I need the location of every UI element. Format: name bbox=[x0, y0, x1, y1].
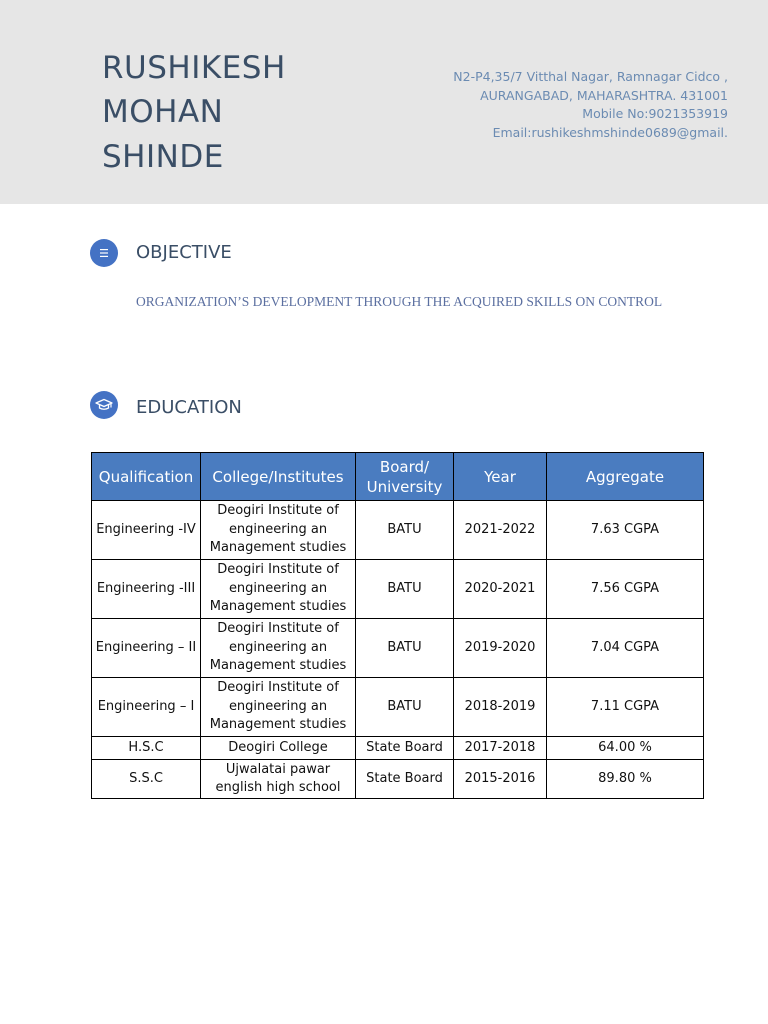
year-cell: 2015-2016 bbox=[454, 760, 547, 799]
table-row bbox=[92, 760, 704, 799]
board-cell: State Board bbox=[356, 737, 454, 760]
name-last: SHINDE bbox=[102, 139, 224, 175]
board-cell: BATU bbox=[356, 501, 454, 560]
year-cell: 2021-2022 bbox=[454, 501, 547, 560]
board-cell: BATU bbox=[356, 619, 454, 678]
board-cell: BATU bbox=[356, 678, 454, 737]
college-cell: Deogiri Institute of engineering an Management studies bbox=[201, 678, 356, 737]
qualification-cell: S.S.C bbox=[92, 760, 201, 799]
aggregate-cell: 7.04 CGPA bbox=[547, 619, 704, 678]
name-middle: MOHAN bbox=[102, 94, 224, 130]
table-row bbox=[92, 619, 704, 678]
name-first: RUSHIKESH bbox=[102, 50, 286, 86]
table-header-row bbox=[92, 453, 704, 501]
column-header-board: Board/ University bbox=[356, 453, 454, 501]
address-line-1: N2-P4,35/7 Vitthal Nagar, Ramnagar Cidco , bbox=[453, 69, 728, 84]
address-line-2: AURANGABAD, MAHARASHTRA. 431001 bbox=[480, 87, 728, 103]
objective-text: ORGANIZATION’S DEVELOPMENT THROUGH THE ACQUIRED SKILLS ON CONTROL bbox=[136, 294, 663, 309]
table-row bbox=[92, 501, 704, 560]
education-table bbox=[91, 452, 704, 799]
column-header-college: College/Institutes bbox=[201, 453, 356, 501]
board-cell: State Board bbox=[356, 760, 454, 799]
table-row bbox=[92, 737, 704, 760]
education-title: EDUCATION bbox=[136, 397, 242, 418]
qualification-cell: Engineering – II bbox=[92, 619, 201, 678]
college-cell: Deogiri Institute of engineering an Management studies bbox=[201, 560, 356, 619]
aggregate-cell: 7.56 CGPA bbox=[547, 560, 704, 619]
list-icon bbox=[90, 239, 118, 267]
column-header-aggregate: Aggregate bbox=[547, 453, 704, 501]
graduation-cap-glyph bbox=[95, 398, 113, 412]
table-row bbox=[92, 560, 704, 619]
aggregate-cell: 7.63 CGPA bbox=[547, 501, 704, 560]
college-cell: Deogiri Institute of engineering an Management studies bbox=[201, 619, 356, 678]
aggregate-cell: 89.80 % bbox=[547, 760, 704, 799]
aggregate-cell: 64.00 % bbox=[547, 737, 704, 760]
qualification-cell: Engineering -IV bbox=[92, 501, 201, 560]
objective-title: OBJECTIVE bbox=[136, 242, 232, 263]
graduation-cap-icon bbox=[90, 391, 118, 419]
qualification-cell: Engineering -III bbox=[92, 560, 201, 619]
email-address: Email:rushikeshmshinde0689@gmail. bbox=[492, 124, 728, 140]
year-cell: 2019-2020 bbox=[454, 619, 547, 678]
college-cell: Deogiri College bbox=[201, 737, 356, 760]
year-cell: 2018-2019 bbox=[454, 678, 547, 737]
college-cell: Ujwalatai pawar english high school bbox=[201, 760, 356, 799]
qualification-cell: Engineering – I bbox=[92, 678, 201, 737]
list-icon-glyph bbox=[98, 247, 110, 259]
college-cell: Deogiri Institute of engineering an Management studies bbox=[201, 501, 356, 560]
year-cell: 2017-2018 bbox=[454, 737, 547, 760]
mobile-number: Mobile No:9021353919 bbox=[582, 106, 728, 121]
column-header-year: Year bbox=[454, 453, 547, 501]
qualification-cell: H.S.C bbox=[92, 737, 201, 760]
board-cell: BATU bbox=[356, 560, 454, 619]
year-cell: 2020-2021 bbox=[454, 560, 547, 619]
header-band bbox=[0, 0, 768, 204]
aggregate-cell: 7.11 CGPA bbox=[547, 678, 704, 737]
column-header-qualification: Qualification bbox=[92, 453, 201, 501]
contact-info bbox=[398, 68, 728, 142]
table-row bbox=[92, 678, 704, 737]
